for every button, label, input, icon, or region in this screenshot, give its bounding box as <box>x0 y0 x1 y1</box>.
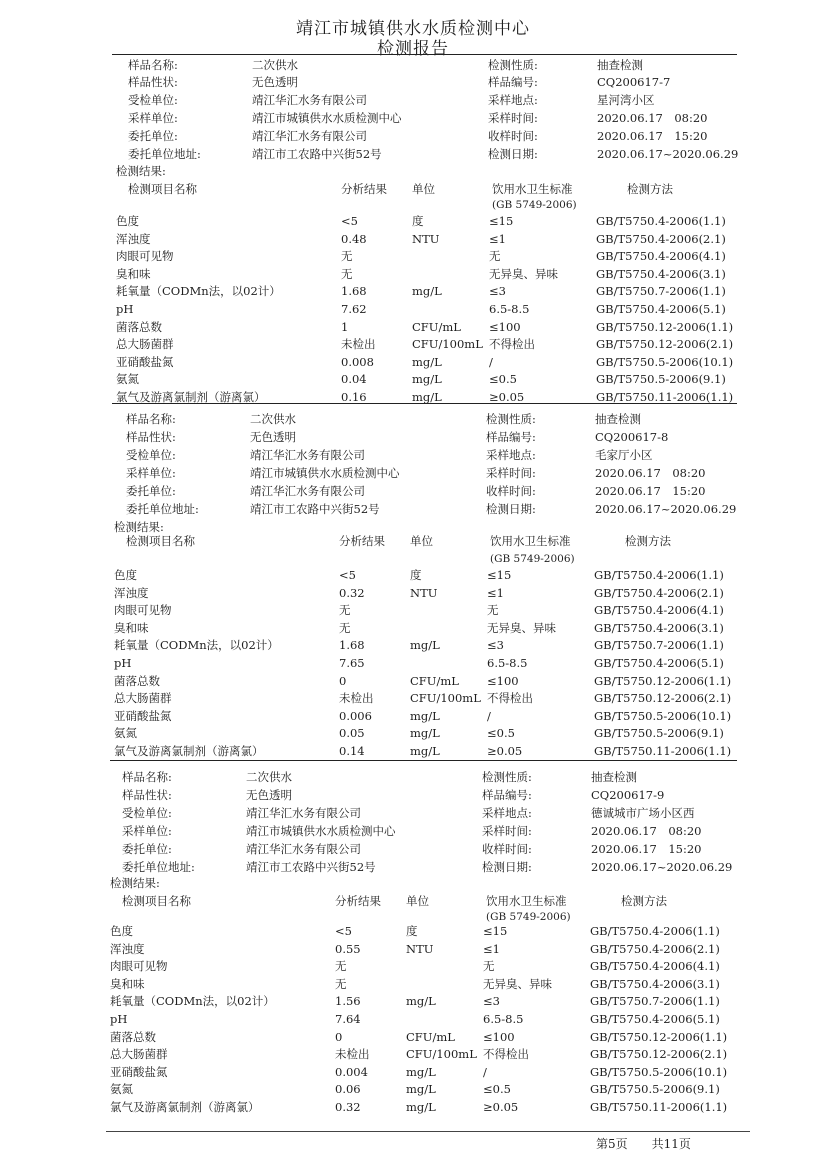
value-test-nature: 抽查检测 <box>595 412 641 426</box>
cell-standard: 6.5-8.5 <box>489 302 530 316</box>
col-result-header: 分析结果 <box>339 534 385 548</box>
label-client-address: 委托单位地址: <box>126 502 199 516</box>
col-method-header: 检测方法 <box>625 534 671 548</box>
table-row <box>0 707 826 725</box>
table-row <box>0 370 826 388</box>
cell-result: 0.14 <box>339 744 365 758</box>
cell-result: 0.48 <box>341 231 367 246</box>
value-client-unit: 靖江华汇水务有限公司 <box>246 842 361 856</box>
value-sample-name: 二次供水 <box>246 770 292 784</box>
value-inspected-unit: 靖江华汇水务有限公司 <box>252 93 367 107</box>
cell-unit: mg/L <box>410 744 440 758</box>
page-number: 第5页 共11页 <box>596 1137 691 1151</box>
cell-standard: ≤15 <box>483 924 508 938</box>
cell-method: GB/T5750.4-2006(2.1) <box>590 941 720 956</box>
cell-result: 0.008 <box>341 354 374 369</box>
table-row <box>0 1063 826 1081</box>
cell-standard: 6.5-8.5 <box>487 656 528 670</box>
cell-result: 无 <box>335 959 347 974</box>
cell-standard: ≤15 <box>489 214 514 228</box>
cell-result: 0 <box>339 673 347 688</box>
col-method-header: 检测方法 <box>621 894 667 908</box>
cell-unit: CFU/mL <box>410 673 459 688</box>
cell-unit: CFU/mL <box>406 1029 455 1044</box>
cell-unit: NTU <box>406 941 434 956</box>
value-sampling-unit: 靖江市城镇供水水质检测中心 <box>246 824 396 838</box>
value-sampling-site: 德诚城市广场小区西 <box>591 806 695 820</box>
table-row <box>0 619 826 637</box>
col-standard-header: 饮用水卫生标准 <box>486 894 567 908</box>
cell-standard: ≤100 <box>489 319 521 334</box>
cell-standard: 6.5-8.5 <box>483 1012 524 1026</box>
col-standard-subheader: (GB 5749-2006) <box>490 553 575 565</box>
cell-method: GB/T5750.11-2006(1.1) <box>596 390 734 404</box>
section-top-rule <box>112 54 737 55</box>
value-sampling-site: 毛家厅小区 <box>595 448 653 462</box>
cell-item: 浑浊度 <box>114 585 149 600</box>
cell-method: GB/T5750.4-2006(4.1) <box>594 603 724 618</box>
cell-unit: mg/L <box>410 708 440 723</box>
label-sample-name: 样品名称: <box>126 412 176 426</box>
value-test-nature: 抽查检测 <box>591 770 637 784</box>
label-sample-no: 样品编号: <box>482 788 532 802</box>
sample-section-3 <box>0 766 826 1126</box>
cell-item: 耗氧量（CODMn法，以02计） <box>114 638 279 653</box>
cell-method: GB/T5750.12-2006(2.1) <box>596 337 734 352</box>
value-receive-time: 2020.06.17 15:20 <box>595 484 706 498</box>
cell-standard: ≤3 <box>483 994 500 1009</box>
cell-standard: ≤15 <box>487 568 512 582</box>
table-row <box>0 742 826 760</box>
cell-method: GB/T5750.11-2006(1.1) <box>594 744 732 758</box>
value-test-date: 2020.06.17~2020.06.29 <box>597 147 739 161</box>
cell-unit: CFU/100mL <box>406 1047 477 1062</box>
cell-method: GB/T5750.12-2006(1.1) <box>594 673 732 688</box>
label-sample-no: 样品编号: <box>488 75 538 89</box>
section-bottom-rule <box>110 760 737 761</box>
cell-standard: ≤3 <box>489 284 506 299</box>
cell-unit: CFU/100mL <box>412 337 483 352</box>
value-client-address: 靖江市工农路中兴街52号 <box>252 147 382 161</box>
cell-item: 肉眼可见物 <box>110 959 168 974</box>
col-result-header: 分析结果 <box>335 894 381 908</box>
cell-standard: ≤1 <box>489 231 506 246</box>
col-result-header: 分析结果 <box>341 182 387 196</box>
col-standard-header: 饮用水卫生标准 <box>492 182 573 196</box>
cell-result: 7.64 <box>335 1012 361 1026</box>
label-sampling-time: 采样时间: <box>488 111 538 125</box>
cell-item: 耗氧量（CODMn法，以02计） <box>110 994 275 1009</box>
table-row <box>0 1028 826 1046</box>
cell-result: 0.55 <box>335 941 361 956</box>
cell-item: 氨氮 <box>114 726 137 741</box>
label-sampling-time: 采样时间: <box>482 824 532 838</box>
cell-item: pH <box>110 1012 128 1026</box>
label-client-unit: 委托单位: <box>128 129 178 143</box>
cell-item: 菌落总数 <box>110 1029 156 1044</box>
cell-result: 无 <box>339 603 351 618</box>
cell-item: 肉眼可见物 <box>114 603 172 618</box>
cell-unit: mg/L <box>406 1064 436 1079</box>
report-org-title: 靖江市城镇供水水质检测中心 <box>296 19 530 39</box>
cell-method: GB/T5750.5-2006(10.1) <box>590 1064 728 1079</box>
cell-method: GB/T5750.4-2006(5.1) <box>590 1012 720 1026</box>
col-standard-subheader: (GB 5749-2006) <box>492 199 577 211</box>
label-test-nature: 检测性质: <box>486 412 536 426</box>
col-unit-header: 单位 <box>412 182 435 196</box>
cell-unit: mg/L <box>412 354 442 369</box>
col-unit-header: 单位 <box>410 534 433 548</box>
table-row <box>0 566 826 584</box>
label-sample-appearance: 样品性状: <box>122 788 172 802</box>
cell-item: 总大肠菌群 <box>116 337 174 352</box>
value-client-address: 靖江市工农路中兴街52号 <box>250 502 380 516</box>
cell-standard: 无异臭、异味 <box>483 976 552 991</box>
cell-item: 浑浊度 <box>110 941 145 956</box>
value-client-unit: 靖江华汇水务有限公司 <box>250 484 365 498</box>
cell-method: GB/T5750.5-2006(10.1) <box>594 708 732 723</box>
label-client-unit: 委托单位: <box>126 484 176 498</box>
cell-item: 亚硝酸盐氮 <box>110 1064 168 1079</box>
cell-result: 无 <box>335 976 347 991</box>
cell-item: 色度 <box>116 214 139 228</box>
cell-result: 无 <box>341 249 353 264</box>
value-inspected-unit: 靖江华汇水务有限公司 <box>246 806 361 820</box>
cell-item: 色度 <box>110 924 133 938</box>
value-test-date: 2020.06.17~2020.06.29 <box>591 860 733 874</box>
value-sample-name: 二次供水 <box>250 412 296 426</box>
label-receive-time: 收样时间: <box>486 484 536 498</box>
cell-method: GB/T5750.5-2006(10.1) <box>596 354 734 369</box>
label-receive-time: 收样时间: <box>488 129 538 143</box>
cell-item: 氨氮 <box>116 372 139 387</box>
cell-result: 未检出 <box>341 337 376 352</box>
cell-standard: 无 <box>489 249 501 264</box>
label-inspected-unit: 受检单位: <box>128 93 178 107</box>
table-row <box>0 1080 826 1098</box>
cell-result: 0.006 <box>339 708 372 723</box>
table-row <box>0 957 826 975</box>
cell-unit: mg/L <box>406 1082 436 1097</box>
cell-result: 0.05 <box>339 726 365 741</box>
col-item-header: 检测项目名称 <box>122 894 191 908</box>
cell-method: GB/T5750.7-2006(1.1) <box>590 994 720 1009</box>
cell-item: pH <box>116 302 134 316</box>
cell-standard: 无 <box>483 959 495 974</box>
table-row <box>0 247 826 265</box>
section-bottom-rule <box>112 403 737 404</box>
cell-unit: 度 <box>406 924 418 938</box>
cell-unit: mg/L <box>412 284 442 299</box>
cell-item: 肉眼可见物 <box>116 249 174 264</box>
table-row <box>0 1010 826 1028</box>
cell-result: <5 <box>341 214 358 228</box>
label-sample-no: 样品编号: <box>486 430 536 444</box>
cell-method: GB/T5750.11-2006(1.1) <box>590 1100 728 1114</box>
cell-item: 氯气及游离氯制剂（游离氯） <box>114 744 264 758</box>
cell-result: <5 <box>339 568 356 582</box>
cell-result: 1 <box>341 319 349 334</box>
table-row <box>0 922 826 940</box>
cell-standard: / <box>489 354 493 369</box>
label-test-nature: 检测性质: <box>488 58 538 72</box>
table-row <box>0 282 826 300</box>
value-test-date: 2020.06.17~2020.06.29 <box>595 502 737 516</box>
label-sample-appearance: 样品性状: <box>128 75 178 89</box>
cell-unit: mg/L <box>410 638 440 653</box>
value-receive-time: 2020.06.17 15:20 <box>591 842 702 856</box>
cell-unit: mg/L <box>412 372 442 387</box>
label-test-date: 检测日期: <box>486 502 536 516</box>
cell-method: GB/T5750.5-2006(9.1) <box>594 726 724 741</box>
value-sample-name: 二次供水 <box>252 58 298 72</box>
label-results: 检测结果: <box>116 164 166 178</box>
label-client-unit: 委托单位: <box>122 842 172 856</box>
cell-unit: CFU/100mL <box>410 691 481 706</box>
value-sampling-time: 2020.06.17 08:20 <box>595 466 706 480</box>
table-row <box>0 335 826 353</box>
cell-standard: ≤100 <box>483 1029 515 1044</box>
table-row <box>0 689 826 707</box>
cell-method: GB/T5750.4-2006(3.1) <box>590 976 720 991</box>
cell-result: 无 <box>341 266 353 281</box>
cell-standard: ≥0.05 <box>487 744 523 758</box>
cell-method: GB/T5750.7-2006(1.1) <box>594 638 724 653</box>
label-client-address: 委托单位地址: <box>122 860 195 874</box>
cell-item: 臭和味 <box>114 620 149 635</box>
table-row <box>0 940 826 958</box>
value-sample-appearance: 无色透明 <box>250 430 296 444</box>
value-sample-no: CQ200617-8 <box>595 430 669 444</box>
value-sample-appearance: 无色透明 <box>246 788 292 802</box>
table-row <box>0 353 826 371</box>
sample-section-1 <box>0 54 826 410</box>
cell-result: 0.06 <box>335 1082 361 1097</box>
value-sample-no: CQ200617-9 <box>591 788 665 802</box>
cell-standard: 无异臭、异味 <box>489 266 558 281</box>
cell-item: 总大肠菌群 <box>110 1047 168 1062</box>
value-sample-appearance: 无色透明 <box>252 75 298 89</box>
table-row <box>0 601 826 619</box>
table-row <box>0 212 826 230</box>
cell-result: 0.04 <box>341 372 367 387</box>
cell-item: 耗氧量（CODMn法，以02计） <box>116 284 281 299</box>
cell-result: 未检出 <box>339 691 374 706</box>
cell-result: 1.68 <box>341 284 367 299</box>
cell-result: 0 <box>335 1029 343 1044</box>
label-sample-name: 样品名称: <box>128 58 178 72</box>
cell-item: 亚硝酸盐氮 <box>116 354 174 369</box>
cell-method: GB/T5750.4-2006(1.1) <box>590 924 720 938</box>
table-row <box>0 992 826 1010</box>
cell-standard: 不得检出 <box>487 691 533 706</box>
label-inspected-unit: 受检单位: <box>126 448 176 462</box>
cell-result: 1.68 <box>339 638 365 653</box>
label-test-date: 检测日期: <box>482 860 532 874</box>
label-sample-name: 样品名称: <box>122 770 172 784</box>
cell-unit: mg/L <box>406 994 436 1009</box>
cell-item: 总大肠菌群 <box>114 691 172 706</box>
cell-result: 0.32 <box>335 1100 361 1114</box>
cell-unit: NTU <box>410 585 438 600</box>
report-subtitle: 检测报告 <box>377 39 449 59</box>
cell-result: 0.16 <box>341 390 367 404</box>
col-method-header: 检测方法 <box>627 182 673 196</box>
table-row <box>0 300 826 318</box>
cell-standard: / <box>487 708 491 723</box>
cell-item: 菌落总数 <box>116 319 162 334</box>
table-row <box>0 265 826 283</box>
cell-unit: mg/L <box>410 726 440 741</box>
cell-item: 色度 <box>114 568 137 582</box>
value-sampling-site: 星河湾小区 <box>597 93 655 107</box>
cell-result: 7.65 <box>339 656 365 670</box>
cell-method: GB/T5750.4-2006(5.1) <box>596 302 726 316</box>
cell-item: 臭和味 <box>110 976 145 991</box>
label-sampling-unit: 采样单位: <box>126 466 176 480</box>
cell-standard: 不得检出 <box>483 1047 529 1062</box>
label-sampling-unit: 采样单位: <box>122 824 172 838</box>
cell-item: 浑浊度 <box>116 231 151 246</box>
cell-standard: ≤1 <box>483 941 500 956</box>
cell-standard: 无 <box>487 603 499 618</box>
value-sampling-time: 2020.06.17 08:20 <box>591 824 702 838</box>
cell-method: GB/T5750.12-2006(2.1) <box>590 1047 728 1062</box>
table-row <box>0 724 826 742</box>
col-unit-header: 单位 <box>406 894 429 908</box>
cell-unit: mg/L <box>406 1100 436 1114</box>
value-test-nature: 抽查检测 <box>597 58 643 72</box>
label-sample-appearance: 样品性状: <box>126 430 176 444</box>
footer-rule <box>106 1131 750 1132</box>
sample-section-2 <box>0 406 826 766</box>
value-sampling-unit: 靖江市城镇供水水质检测中心 <box>250 466 400 480</box>
cell-result: <5 <box>335 924 352 938</box>
table-row <box>0 318 826 336</box>
cell-item: 氨氮 <box>110 1082 133 1097</box>
cell-standard: ≤0.5 <box>489 372 517 387</box>
value-client-address: 靖江市工农路中兴街52号 <box>246 860 376 874</box>
cell-item: 菌落总数 <box>114 673 160 688</box>
table-row <box>0 230 826 248</box>
cell-standard: ≥0.05 <box>489 390 525 404</box>
table-row <box>0 1045 826 1063</box>
cell-unit: mg/L <box>412 390 442 404</box>
cell-method: GB/T5750.12-2006(2.1) <box>594 691 732 706</box>
col-standard-header: 饮用水卫生标准 <box>490 534 571 548</box>
label-client-address: 委托单位地址: <box>128 147 201 161</box>
cell-result: 1.56 <box>335 994 361 1009</box>
cell-result: 未检出 <box>335 1047 370 1062</box>
cell-method: GB/T5750.4-2006(5.1) <box>594 656 724 670</box>
label-results: 检测结果: <box>110 876 160 890</box>
cell-unit: 度 <box>412 214 424 228</box>
table-row <box>0 975 826 993</box>
cell-method: GB/T5750.7-2006(1.1) <box>596 284 726 299</box>
cell-method: GB/T5750.4-2006(3.1) <box>594 620 724 635</box>
cell-unit: CFU/mL <box>412 319 461 334</box>
cell-method: GB/T5750.5-2006(9.1) <box>596 372 726 387</box>
cell-result: 0.004 <box>335 1064 368 1079</box>
cell-item: 亚硝酸盐氮 <box>114 708 172 723</box>
col-item-header: 检测项目名称 <box>128 182 197 196</box>
cell-item: pH <box>114 656 132 670</box>
cell-unit: NTU <box>412 231 440 246</box>
cell-standard: ≥0.05 <box>483 1100 519 1114</box>
cell-item: 臭和味 <box>116 266 151 281</box>
table-row <box>0 654 826 672</box>
label-sampling-site: 采样地点: <box>488 93 538 107</box>
col-standard-subheader: (GB 5749-2006) <box>486 911 571 923</box>
results-table-header <box>0 180 826 212</box>
cell-method: GB/T5750.4-2006(4.1) <box>596 249 726 264</box>
cell-method: GB/T5750.4-2006(1.1) <box>594 568 724 582</box>
cell-standard: ≤100 <box>487 673 519 688</box>
cell-standard: ≤0.5 <box>483 1082 511 1097</box>
cell-method: GB/T5750.12-2006(1.1) <box>590 1029 728 1044</box>
cell-standard: 无异臭、异味 <box>487 620 556 635</box>
cell-standard: ≤0.5 <box>487 726 515 741</box>
label-test-date: 检测日期: <box>488 147 538 161</box>
value-sampling-unit: 靖江市城镇供水水质检测中心 <box>252 111 402 125</box>
cell-item: 氯气及游离氯制剂（游离氯） <box>110 1100 260 1114</box>
cell-result: 无 <box>339 620 351 635</box>
cell-method: GB/T5750.4-2006(2.1) <box>594 585 724 600</box>
label-results: 检测结果: <box>114 520 164 534</box>
label-sampling-site: 采样地点: <box>486 448 536 462</box>
value-receive-time: 2020.06.17 15:20 <box>597 129 708 143</box>
results-table-header <box>0 892 826 924</box>
label-inspected-unit: 受检单位: <box>122 806 172 820</box>
table-row <box>0 1098 826 1116</box>
cell-standard: / <box>483 1064 487 1079</box>
results-table-header <box>0 532 826 564</box>
value-client-unit: 靖江华汇水务有限公司 <box>252 129 367 143</box>
label-test-nature: 检测性质: <box>482 770 532 784</box>
label-receive-time: 收样时间: <box>482 842 532 856</box>
cell-method: GB/T5750.4-2006(2.1) <box>596 231 726 246</box>
table-row <box>0 672 826 690</box>
cell-unit: 度 <box>410 568 422 582</box>
cell-standard: ≤3 <box>487 638 504 653</box>
label-sampling-site: 采样地点: <box>482 806 532 820</box>
table-row <box>0 636 826 654</box>
cell-result: 0.32 <box>339 585 365 600</box>
cell-method: GB/T5750.4-2006(1.1) <box>596 214 726 228</box>
label-sampling-unit: 采样单位: <box>128 111 178 125</box>
value-sampling-time: 2020.06.17 08:20 <box>597 111 708 125</box>
cell-standard: 不得检出 <box>489 337 535 352</box>
value-sample-no: CQ200617-7 <box>597 75 671 89</box>
value-inspected-unit: 靖江华汇水务有限公司 <box>250 448 365 462</box>
cell-method: GB/T5750.4-2006(4.1) <box>590 959 720 974</box>
cell-result: 7.62 <box>341 302 367 316</box>
col-item-header: 检测项目名称 <box>126 534 195 548</box>
cell-method: GB/T5750.12-2006(1.1) <box>596 319 734 334</box>
label-sampling-time: 采样时间: <box>486 466 536 480</box>
cell-standard: ≤1 <box>487 585 504 600</box>
table-row <box>0 584 826 602</box>
cell-method: GB/T5750.5-2006(9.1) <box>590 1082 720 1097</box>
cell-item: 氯气及游离氯制剂（游离氯） <box>116 390 266 404</box>
cell-method: GB/T5750.4-2006(3.1) <box>596 266 726 281</box>
